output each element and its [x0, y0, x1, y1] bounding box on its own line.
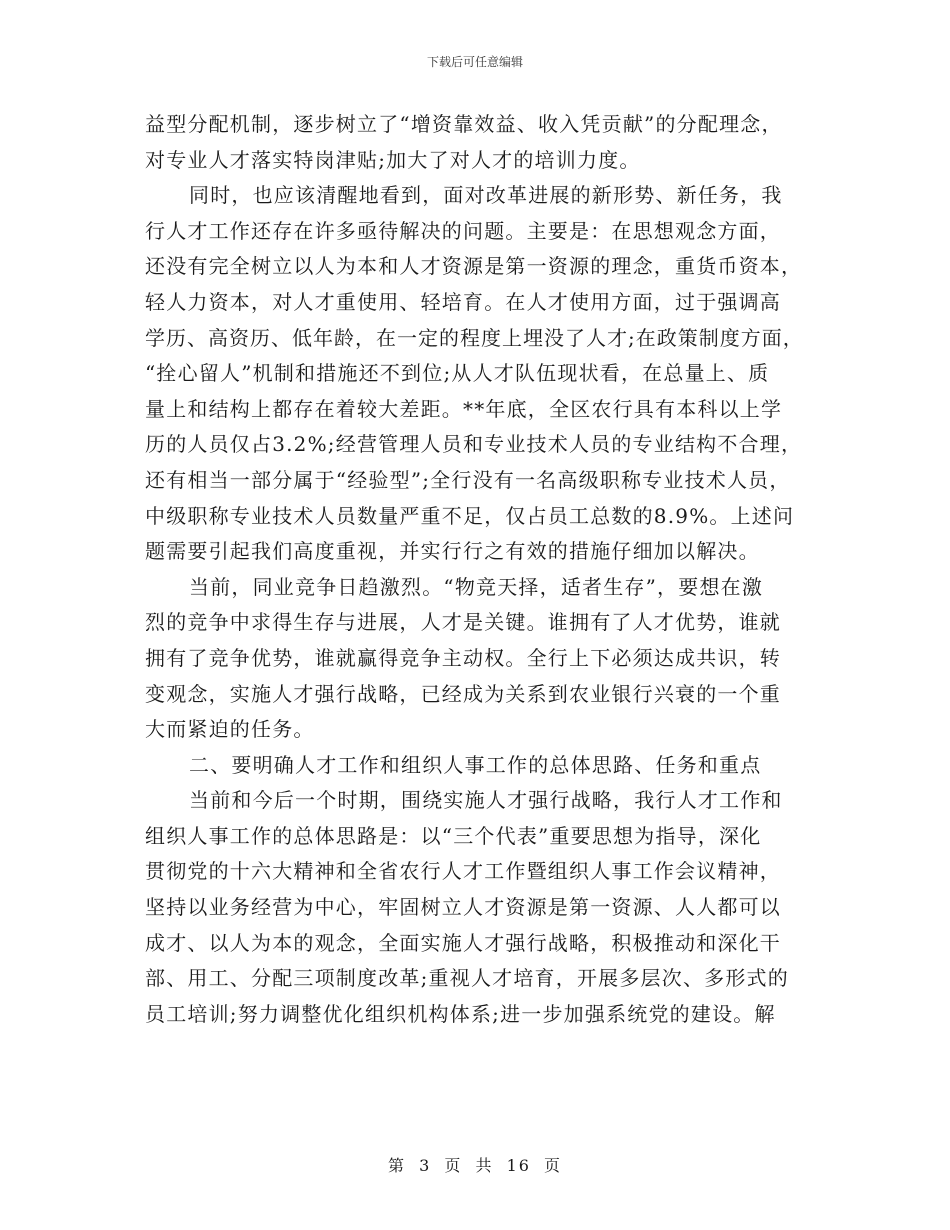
page-number-total: 16	[506, 1156, 531, 1175]
page-number	[0, 1156, 950, 1176]
text-line: 员工培训;努力调整优化组织机构体系;进一步加强系统党的建设。解	[145, 1001, 776, 1026]
text-line: 当前和今后一个时期，围绕实施人才强行战略，我行人才工作和	[189, 788, 783, 813]
document-body	[145, 107, 805, 1032]
text-line: 组织人事工作的总体思路是：以“三个代表”重要思想为指导，深化	[145, 823, 762, 848]
text-line: 当前，同业竞争日趋激烈。“物竞天择，适者生存”，要想在激	[189, 574, 764, 599]
page-number-suffix: 页	[544, 1156, 563, 1175]
text-line: 烈的竞争中求得生存与进展，人才是关键。谁拥有了人才优势，谁就	[145, 610, 781, 635]
text-line: 轻人力资本，对人才重使用、轻培育。在人才使用方面，过于强调高	[145, 289, 781, 314]
section-heading	[145, 748, 805, 784]
page-number-total-word: 共	[475, 1156, 494, 1175]
page-number-prefix: 第	[387, 1156, 406, 1175]
page-number-word: 页	[444, 1156, 463, 1175]
page-number-current: 3	[419, 1156, 432, 1175]
text-line: 行人才工作还存在许多亟待解决的问题。主要是：在思想观念方面，	[145, 218, 781, 243]
text-line: 拥有了竞争优势，谁就赢得竞争主动权。全行上下必须达成共识，转	[145, 645, 781, 670]
paragraph-2	[145, 178, 805, 570]
text-line: 历的人员仅占3.2%;经营管理人员和专业技术人员的专业结构不合理，	[145, 432, 803, 457]
paragraph-3	[145, 570, 805, 748]
paragraph-4	[145, 783, 805, 1032]
text-line: 中级职称专业技术人员数量严重不足，仅占员工总数的8.9%。上述问	[145, 503, 795, 528]
text-line: 二、要明确人才工作和组织人事工作的总体思路、任务和重点	[189, 752, 762, 777]
text-line: 题需要引起我们高度重视，并实行行之有效的措施仔细加以解决。	[145, 539, 760, 564]
text-line: 坚持以业务经营为中心，牢固树立人才资源是第一资源、人人都可以	[145, 895, 781, 920]
text-line: 还有相当一部分属于“经验型”;全行没有一名高级职称专业技术人员，	[145, 467, 791, 492]
text-line: 量上和结构上都存在着较大差距。**年底，全区农行具有本科以上学	[145, 396, 783, 421]
text-line: 成才、以人为本的观念，全面实施人才强行战略，积极推动和深化干	[145, 930, 781, 955]
text-line: 部、用工、分配三项制度改革;重视人才培育，开展多层次、多形式的	[145, 966, 789, 991]
paragraph-1	[145, 107, 805, 178]
text-line: 变观念，实施人才强行战略，已经成为关系到农业银行兴衰的一个重	[145, 681, 781, 706]
text-line: 同时，也应该清醒地看到，面对改革进展的新形势、新任务，我	[189, 183, 783, 208]
text-line: 对专业人才落实特岗津贴;加大了对人才的培训力度。	[145, 147, 641, 172]
text-line: 还没有完全树立以人为本和人才资源是第一资源的理念，重货币资本，	[145, 254, 803, 279]
text-line: 学历、高资历、低年龄，在一定的程度上埋没了人才;在政策制度方面，	[145, 325, 804, 350]
text-line: 益型分配机制，逐步树立了“增资靠效益、收入凭贡献”的分配理念，	[145, 112, 783, 136]
text-line: 大而紧迫的任务。	[145, 717, 315, 742]
text-line: 贯彻党的十六大精神和全省农行人才工作暨组织人事工作会议精神，	[145, 859, 781, 884]
page-header-note: 下载后可任意编辑	[426, 55, 523, 69]
text-line: “拴心留人”机制和措施还不到位;从人才队伍现状看，在总量上、质	[145, 361, 770, 386]
